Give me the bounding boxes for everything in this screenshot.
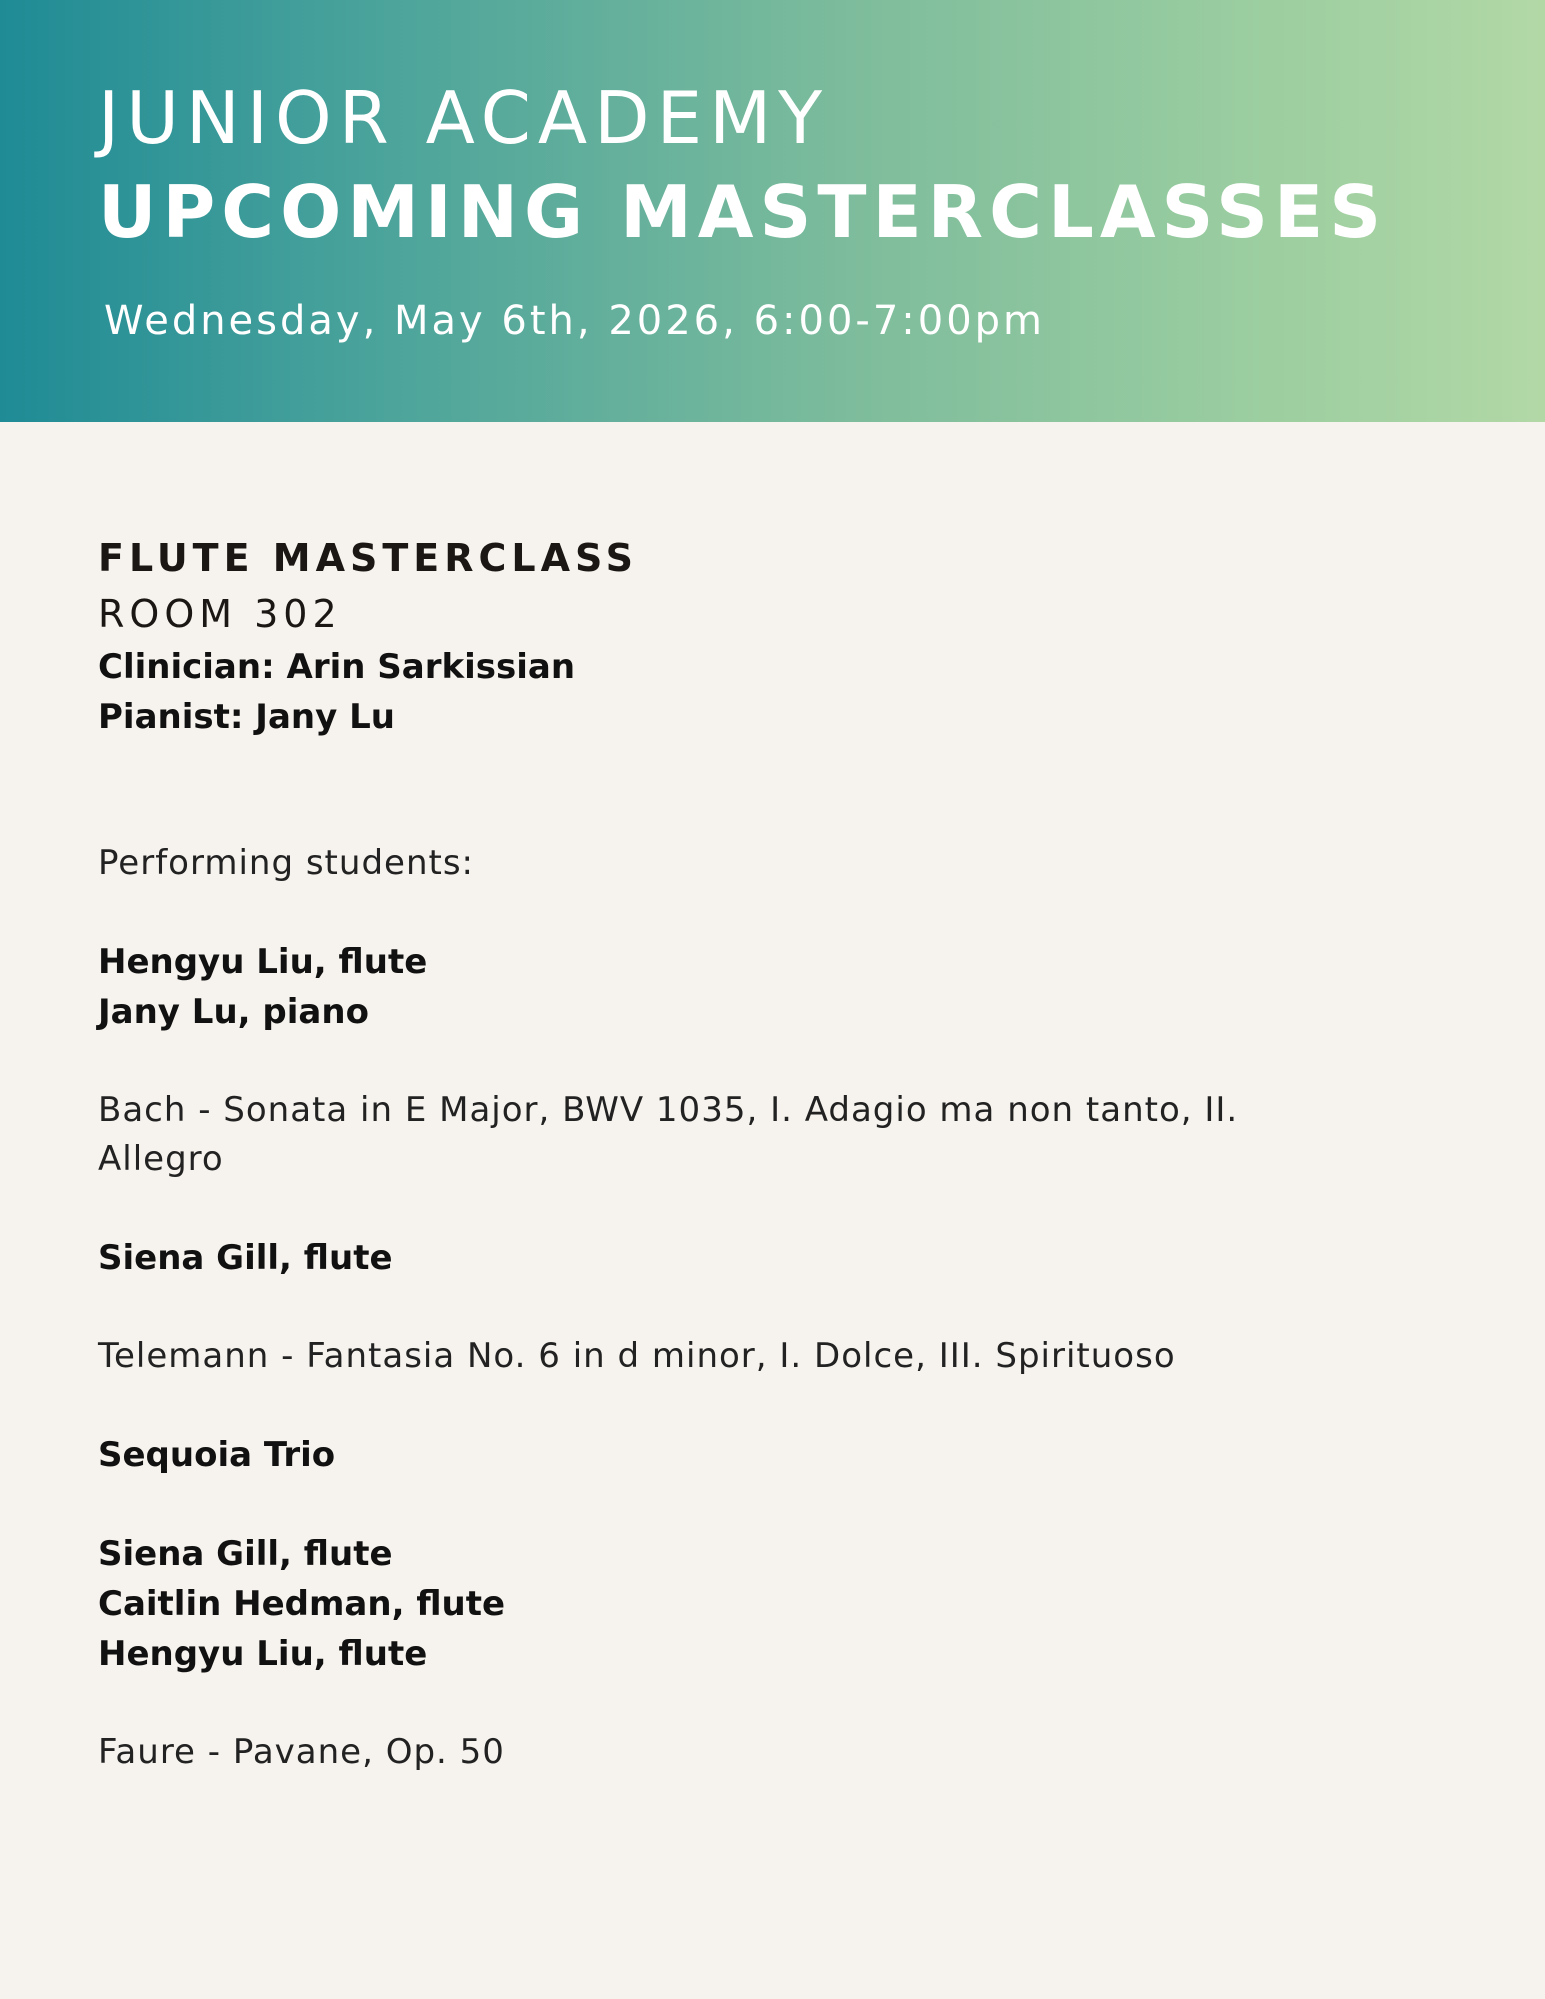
performer-name: Jany Lu, piano xyxy=(98,992,369,1032)
academy-name: JUNIOR ACADEMY xyxy=(98,76,830,160)
spacer xyxy=(98,1037,1418,1086)
spacer xyxy=(98,1184,1418,1233)
spacer xyxy=(98,1679,1418,1728)
spacer xyxy=(98,1480,1418,1529)
masterclass-details xyxy=(98,530,1418,1777)
pianist: Pianist: Jany Lu xyxy=(98,697,395,737)
performing-students-label: Performing students: xyxy=(98,843,474,883)
room-number: ROOM 302 xyxy=(98,592,342,636)
spacer xyxy=(98,1381,1418,1430)
performer-name: Siena Gill, flute xyxy=(98,1238,393,1278)
performer-name: Siena Gill, flute xyxy=(98,1534,393,1574)
clinician: Clinician: Arin Sarkissian xyxy=(98,647,576,687)
spacer xyxy=(98,888,1418,937)
spacer xyxy=(98,742,1418,839)
performer-name: Hengyu Liu, flute xyxy=(98,1634,428,1674)
performer-name: Hengyu Liu, flute xyxy=(98,942,428,982)
repertoire-work: Bach - Sonata in E Major, BWV 1035, I. Adagio ma non tanto, II. Allegro xyxy=(98,1090,1239,1179)
masterclass-title: FLUTE MASTERCLASS xyxy=(98,536,639,580)
performer-name: Caitlin Hedman, flute xyxy=(98,1584,506,1624)
page-title: UPCOMING MASTERCLASSES xyxy=(98,170,1388,254)
ensemble-name: Sequoia Trio xyxy=(98,1435,336,1475)
event-date: Wednesday, May 6th, 2026, 6:00-7:00pm xyxy=(104,298,1045,344)
repertoire-work: Faure - Pavane, Op. 50 xyxy=(98,1732,505,1772)
spacer xyxy=(98,1283,1418,1332)
header-banner xyxy=(0,0,1545,422)
repertoire-work: Telemann - Fantasia No. 6 in d minor, I. Dolce, III. Spirituoso xyxy=(98,1336,1176,1376)
